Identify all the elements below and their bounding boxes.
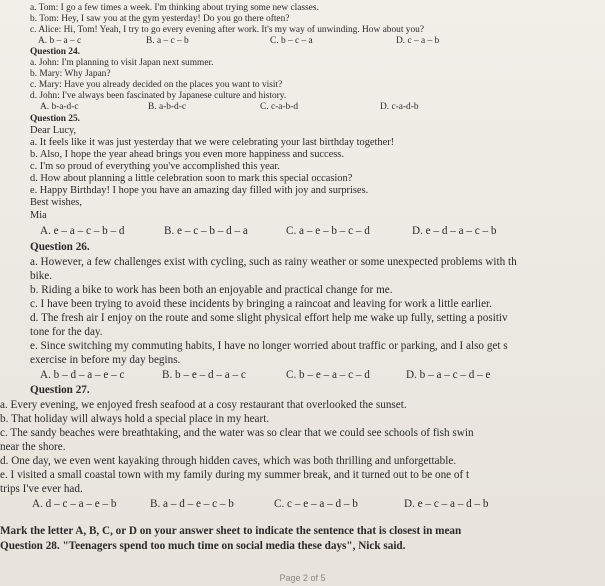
q25-option-c: C. a – e – b – c – d — [286, 225, 370, 237]
q24-option-d: D. c-a-d-b — [380, 102, 419, 112]
q25-option-d: D. e – d – a – c – b — [412, 225, 497, 237]
q24-line-a: a. John: I'm planning to visit Japan next summer. — [30, 58, 214, 68]
q26-line-a2: bike. — [30, 270, 53, 282]
q23-option-a: A. b – a – c — [38, 36, 82, 46]
q26-option-a: A. b – d – a – e – c — [40, 369, 125, 381]
q24-heading: Question 24. — [30, 47, 81, 57]
q26-line-e2: exercise in before my day begins. — [30, 354, 181, 366]
q25-option-b: B. e – c – b – d – a — [164, 225, 248, 237]
q27-option-c: C. c – e – a – d – b — [274, 498, 358, 510]
q25-closing: Best wishes, — [30, 197, 82, 208]
q26-line-d2: tone for the day. — [30, 326, 103, 338]
q24-option-c: C. c-a-b-d — [260, 102, 299, 112]
q27-line-d: d. One day, we even went kayaking through hidden caves, which was both thrilling and unforgettable. — [0, 455, 457, 467]
q25-line-d: d. How about planning a little celebration soon to mark this special occasion? — [30, 173, 353, 184]
q27-line-c1: c. The sandy beaches were breathtaking, and the water was so clear that we could see schools of fish swin — [0, 427, 474, 439]
q27-option-d: D. e – c – a – d – b — [404, 498, 489, 510]
q26-line-a1: a. However, a few challenges exist with cycling, such as rainy weather or some unexpected problems with th — [30, 256, 517, 268]
q25-line-e: e. Happy Birthday! I hope you have an amazing day filled with joy and surprises. — [30, 185, 369, 196]
q27-line-e1: e. I visited a small coastal town with my family during my summer break, and it turned out to be one of t — [0, 469, 470, 481]
page-number: Page 2 of 5 — [279, 573, 326, 583]
q26-line-b: b. Riding a bike to work has been both an enjoyable and practical change for me. — [30, 284, 393, 296]
q25-heading: Question 25. — [30, 114, 81, 124]
q24-option-b: B. a-b-d-c — [148, 102, 187, 112]
q27-heading: Question 27. — [30, 384, 90, 396]
q23-option-c: C. b – c – a — [270, 36, 313, 46]
q27-line-b: b. That holiday will always hold a special place in my heart. — [0, 413, 270, 425]
q24-line-c: c. Mary: Have you already decided on the places you want to visit? — [30, 80, 283, 90]
instruction-line-1: Mark the letter A, B, C, or D on your answer sheet to indicate the sentence that is closest in mean — [0, 525, 462, 537]
q24-option-a: A. b-a-d-c — [40, 102, 79, 112]
q26-line-c: c. I have been trying to avoid these incidents by bringing a raincoat and leaving for work a little earlier. — [30, 298, 492, 310]
q25-line-c: c. I'm so proud of everything you've accomplished this year. — [30, 161, 280, 172]
q24-line-b: b. Mary: Why Japan? — [30, 69, 111, 79]
q25-option-a: A. e – a – c – b – d — [40, 225, 125, 237]
q26-line-d1: d. The fresh air I enjoy on the route and some slight physical effort help me wake up fully, setting a positiv — [30, 312, 508, 324]
q26-option-c: C. b – e – a – c – d — [286, 369, 370, 381]
q23-line-c: c. Alice: Hi, Tom! Yeah, I try to go every evening after work. It's my way of unwinding. How about you? — [30, 25, 425, 35]
instruction-line-2: Question 28. "Teenagers spend too much time on social media these days", Nick said. — [0, 540, 406, 552]
q27-option-a: A. d – c – a – e – b — [32, 498, 117, 510]
q27-line-c2: near the shore. — [0, 441, 66, 453]
q26-line-e1: e. Since switching my commuting habits, I have no longer worried about traffic or parking, and I also get s — [30, 340, 508, 352]
q25-signature: Mia — [30, 210, 47, 221]
q23-option-b: B. a – c – b — [146, 36, 189, 46]
q26-option-d: D. b – a – c – d – e — [406, 369, 491, 381]
q27-line-e2: trips I've ever had. — [0, 483, 83, 495]
q25-line-a: a. It feels like it was just yesterday that we were celebrating your last birthday together! — [30, 137, 395, 148]
q25-greeting: Dear Lucy, — [30, 125, 77, 136]
q23-line-b: b. Tom: Hey, I saw you at the gym yesterday! Do you go there often? — [30, 14, 290, 24]
q27-option-b: B. a – d – e – c – b — [150, 498, 234, 510]
q23-line-a: a. Tom: I go a few times a week. I'm thinking about trying some new classes. — [30, 3, 319, 13]
q26-option-b: B. b – e – d – a – c — [162, 369, 246, 381]
q26-heading: Question 26. — [30, 241, 90, 253]
q23-option-d: D. c – a – b — [396, 36, 440, 46]
q24-line-d: d. John: I've always been fascinated by Japanese culture and history. — [30, 91, 287, 101]
q25-line-b: b. Also, I hope the year ahead brings you even more happiness and success. — [30, 149, 344, 160]
q27-line-a: a. Every evening, we enjoyed fresh seafood at a cosy restaurant that overlooked the sunset. — [0, 399, 407, 411]
